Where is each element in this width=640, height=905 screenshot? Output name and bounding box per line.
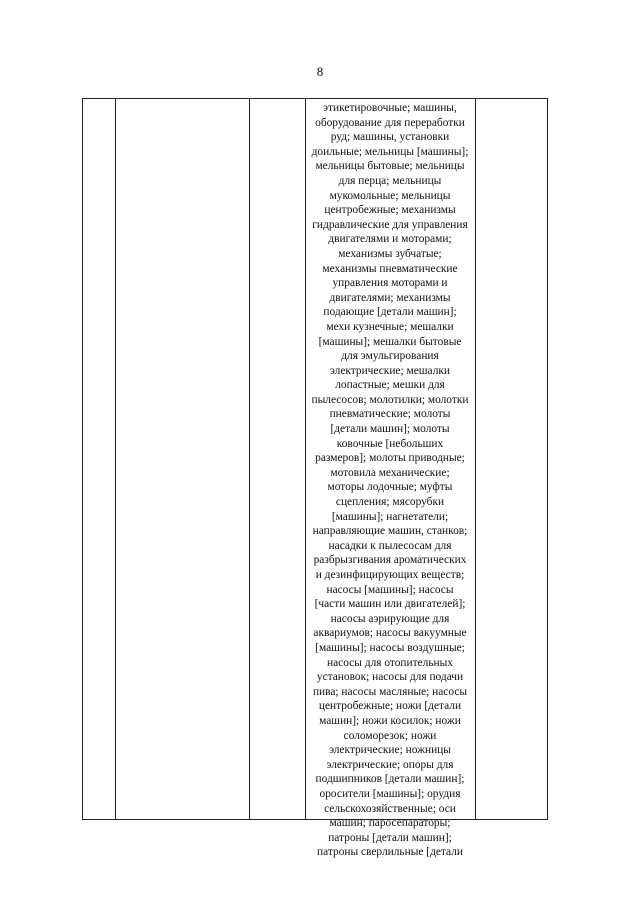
- goods-line: пневматические; молоты: [329, 408, 451, 421]
- goods-line: насосы для отопительных: [327, 656, 453, 669]
- goods-line: насосы аэрирующие для: [330, 612, 450, 625]
- goods-line: электрические; опоры для: [326, 758, 454, 771]
- goods-line: соломорезок; ножи: [343, 729, 437, 742]
- goods-line: патроны сверлильные [детали: [317, 846, 463, 859]
- goods-line: насадки к пылесосам для: [328, 539, 452, 552]
- goods-line: подающие [детали машин];: [323, 306, 457, 319]
- goods-line: для перца; мельницы: [338, 174, 442, 187]
- goods-line: оросители [машины]; орудия: [319, 787, 461, 800]
- goods-line: мукомольные; мельницы: [329, 189, 451, 202]
- goods-line: двигателями; механизмы: [329, 291, 451, 304]
- goods-line: мехи кузнечные; мешалки: [326, 320, 454, 333]
- goods-line: доильные; мельницы [машины];: [311, 145, 469, 158]
- goods-line: установок; насосы для подачи: [316, 671, 464, 684]
- goods-line: для эмульгирования: [341, 350, 439, 363]
- page-number: 8: [316, 64, 324, 79]
- goods-list-cell: [305, 101, 475, 859]
- column-divider-2: [249, 99, 250, 819]
- goods-line: электрические; ножницы: [329, 744, 451, 757]
- goods-line: [машины]; нагнетатели;: [331, 510, 449, 523]
- goods-line: насосы [машины]; насосы: [326, 583, 454, 596]
- goods-line: руд; машины, установки: [330, 131, 450, 144]
- goods-line: управления моторами и: [332, 277, 448, 290]
- column-divider-1: [115, 99, 116, 819]
- goods-line: механизмы зубчатые;: [338, 247, 442, 260]
- goods-line: машин]; ножи косилок; ножи: [319, 714, 461, 727]
- goods-line: ковочные [небольших: [336, 437, 444, 450]
- goods-line: [машины]; мешалки бытовые: [318, 335, 462, 348]
- goods-line: лопастные; мешки для: [335, 379, 445, 392]
- goods-line: электрические; мешалки: [329, 364, 451, 377]
- goods-line: подшипников [детали машин];: [315, 773, 465, 786]
- goods-line: сцепления; мясорубки: [335, 496, 445, 509]
- goods-line: центробежные; механизмы: [324, 204, 456, 217]
- goods-line: аквариумов; насосы вакуумные: [313, 627, 467, 640]
- goods-line: размеров]; молоты приводные;: [315, 452, 465, 465]
- goods-line: разбрызгивания ароматических: [313, 554, 467, 567]
- goods-line: направляющие машин, станков;: [312, 525, 468, 538]
- goods-line: пылесосов; молотилки; молотки: [311, 393, 469, 406]
- goods-line: этикетировочные; машины,: [323, 102, 457, 114]
- goods-table: [82, 98, 548, 859]
- goods-line: [части машин или двигателей];: [314, 598, 466, 611]
- goods-line: сельскохозяйственные; оси: [324, 802, 456, 815]
- goods-line: мельницы бытовые; мельницы: [315, 160, 465, 173]
- goods-line: двигателями и моторами;: [328, 233, 452, 246]
- goods-line: механизмы пневматические: [322, 262, 458, 275]
- goods-line: центробежные; ножи [детали: [318, 700, 462, 713]
- column-divider-4: [475, 99, 476, 819]
- goods-line: патроны [детали машин];: [328, 831, 452, 844]
- goods-line: и дезинфицирующих веществ;: [315, 569, 465, 581]
- goods-line: [машины]; насосы воздушные;: [315, 641, 465, 654]
- goods-line: [детали машин]; молоты: [330, 423, 450, 436]
- goods-line: гидравлические для управления: [312, 218, 468, 231]
- goods-line: пива; насосы масляные; насосы: [312, 685, 468, 698]
- goods-line: оборудование для переработки: [315, 116, 465, 129]
- goods-line: моторы лодочные; муфты: [327, 481, 453, 494]
- goods-line: машин; паросепараторы;: [329, 817, 451, 830]
- goods-line: мотовила механические;: [330, 466, 450, 479]
